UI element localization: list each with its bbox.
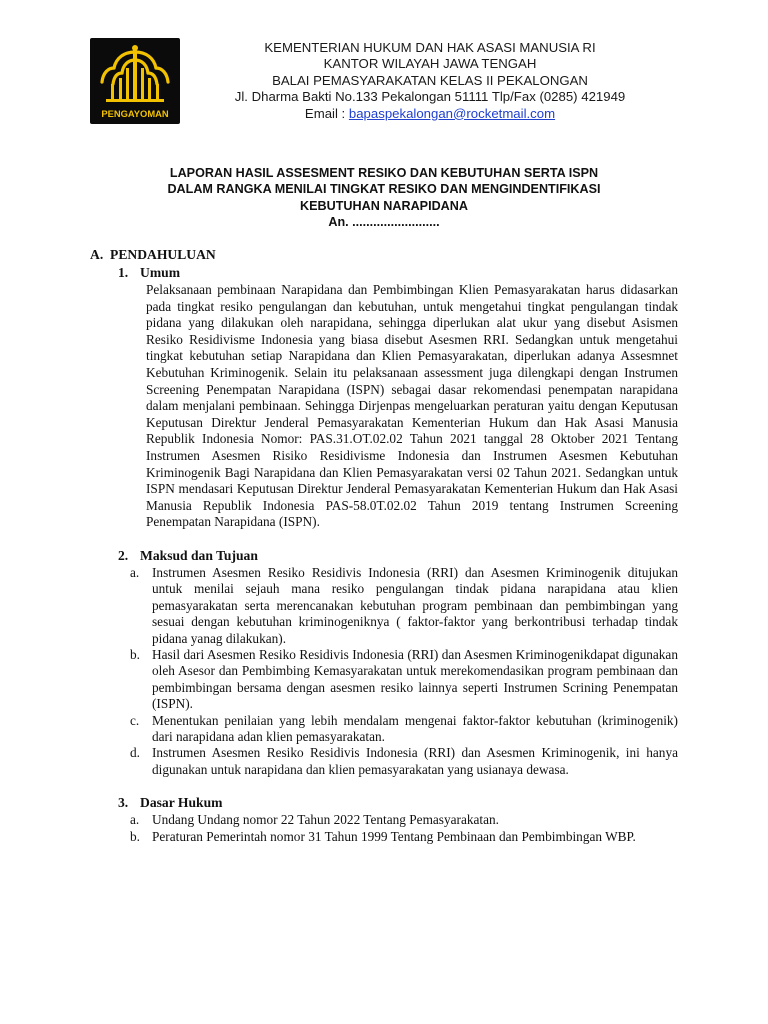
section-heading-text: PENDAHULUAN	[110, 247, 216, 262]
pengayoman-logo	[90, 38, 180, 124]
title-line-2: DALAM RANGKA MENILAI TINGKAT RESIKO DAN MENGINDENTIFIKASI	[167, 182, 601, 197]
list-marker: b.	[130, 828, 140, 844]
subsection-heading-text: Umum	[140, 265, 181, 280]
list-item	[130, 745, 678, 778]
logo-text: PENGAYOMAN	[101, 108, 169, 119]
institution-name: BALAI PEMASYARAKATAN KELAS II PEKALONGAN	[272, 72, 588, 88]
list-text: Instrumen Asesmen Resiko Residivis Indonesia (RRI) dan Asesmen Kriminogenik, ini hanya digunakan untuk narapidana dan klien pemasyarakatan yang usianaya dewasa.	[152, 745, 678, 777]
subsection-heading-text: Maksud dan Tujuan	[140, 547, 258, 563]
address: Jl. Dharma Bakti No.133 Pekalongan 51111 Tlp/Fax (0285) 421949	[234, 89, 626, 105]
subsection-umum-heading	[90, 264, 678, 282]
maksud-list	[90, 565, 678, 778]
list-item	[130, 647, 678, 713]
title-line-1: LAPORAN HASIL ASSESMENT RESIKO DAN KEBUTUHAN SERTA ISPN	[169, 166, 599, 180]
email-label: Email :	[304, 105, 349, 121]
list-marker: c.	[130, 712, 140, 728]
subsection-number: 3.	[118, 795, 129, 811]
list-item	[130, 812, 678, 828]
list-text: Undang Undang nomor 22 Tahun 2022 Tentang Pemasyarakatan.	[152, 812, 499, 828]
report-title	[90, 165, 678, 231]
list-text: Instrumen Asesmen Resiko Residivis Indonesia (RRI) dan Asesmen Kriminogenik ditujukan untuk menilai sejauh mana resiko pengulangan tindak pidana narapidana atau klien pemasyarakatan serta merencanakan kebutuhan program pembinaan dan pembimbingan yang sesuai dengan kebutuhan kriminogeniknya ( faktor-faktor yang berkontribusi terhadap tindak pidana yanag dilakukan).	[152, 564, 678, 646]
regional-office: KANTOR WILAYAH JAWA TENGAH	[323, 56, 537, 72]
section-marker: A.	[90, 247, 104, 262]
dasar-hukum-list	[90, 812, 678, 845]
subsection-dasar-heading	[90, 794, 678, 812]
list-text: Hasil dari Asesmen Resiko Residivis Indonesia (RRI) dan Asesmen Kriminogenikdapat digunakan oleh Asesor dan Pembimbing Kemasyarakatan untuk merekomendasikan program pembinaan dan pembimbingan bersama dengan asesmen resiko lainnya seperti Instrumen Scrining Penempatan (ISPN).	[152, 646, 678, 712]
list-marker: a.	[130, 812, 140, 828]
list-marker: a.	[130, 564, 140, 580]
subsection-maksud-heading	[90, 547, 678, 565]
email-link[interactable]: bapaspekalongan@rocketmail.com	[348, 105, 556, 121]
list-item	[130, 713, 678, 746]
subsection-heading-text: Dasar Hukum	[140, 795, 223, 811]
report-body	[90, 246, 678, 845]
list-item	[130, 829, 678, 845]
section-a-heading	[90, 246, 678, 264]
list-marker: d.	[130, 745, 140, 761]
list-text: Menentukan penilaian yang lebih mendalam mengenai faktor-faktor kebutuhan (kriminogenik) dari narapidana adan klien pemasyarakatan.	[152, 712, 678, 744]
banyan-tree-icon	[90, 38, 180, 124]
list-item	[130, 565, 678, 647]
letterhead	[196, 40, 664, 122]
ministry-name: KEMENTERIAN HUKUM DAN HAK ASASI MANUSIA RI	[264, 40, 596, 55]
title-line-4: An. .........................	[328, 215, 440, 230]
umum-paragraph: Pelaksanaan pembinaan Narapidana dan Pembimbingan Klien Pemasyarakatan harus didasarkan pada tingkat resiko pengulangan dan kebutuhan, untuk mengetahui tingkat pengulangan tindak pidana yang dilakukan oleh narapidana, sehingga diperlukan alat ukur yang disebut Asismen Resiko Residivisme Indonesia yang biasa disebut Asesmen RRI. Sedangkan untuk mengetahui tingkat kebutuhan setiap Narapidana dan Klien Pemasyarakatan, diperlukan adanya Assesmnet Kebutuhan Kriminogenik. Selain itu pelaksanaan assessment juga dilengkapi dengan Instrumen Screening Penempatan Narapidana (ISPN) sebagai dasar rekomendasi penempatan narapidana dalam menjalani pembinaan. Sehingga Dirjenpas mengeluarkan peraturan yaitu dengan Keputusan Keputusan Direktur Jenderal Pemasyarakatan Kementerian Hukum dan Hak Asasi Manusia Republik Indonesia Nomor: PAS.31.OT.02.02 Tahun 2021 tanggal 28 Oktober 2021 Tentang Instrumen Asesmen Risiko Residivisme Indonesia dan Instrumen Asesmen Kebutuhan Kriminogenik Bagi Narapidana dan Klien Pemasyarakatan versi 02 Tahun 2021. Sedangkan untuk ISPN mendasari Keputusan Direktur Jenderal Pemasyarakatan Kementerian Hukum dan Hak Asasi Manusia Republik Indonesia PAS-58.0T.02.02 Tahun 2019 tentang Instrumen Screening Penempatan Narapidana (ISPN).	[146, 282, 678, 530]
subsection-number: 2.	[118, 547, 129, 563]
subsection-number: 1.	[118, 265, 129, 280]
title-line-3: KEBUTUHAN NARAPIDANA	[300, 198, 468, 213]
list-text: Peraturan Pemerintah nomor 31 Tahun 1999 Tentang Pembinaan dan Pembimbingan WBP.	[152, 828, 636, 844]
email-line	[196, 106, 664, 122]
list-marker: b.	[130, 646, 140, 662]
